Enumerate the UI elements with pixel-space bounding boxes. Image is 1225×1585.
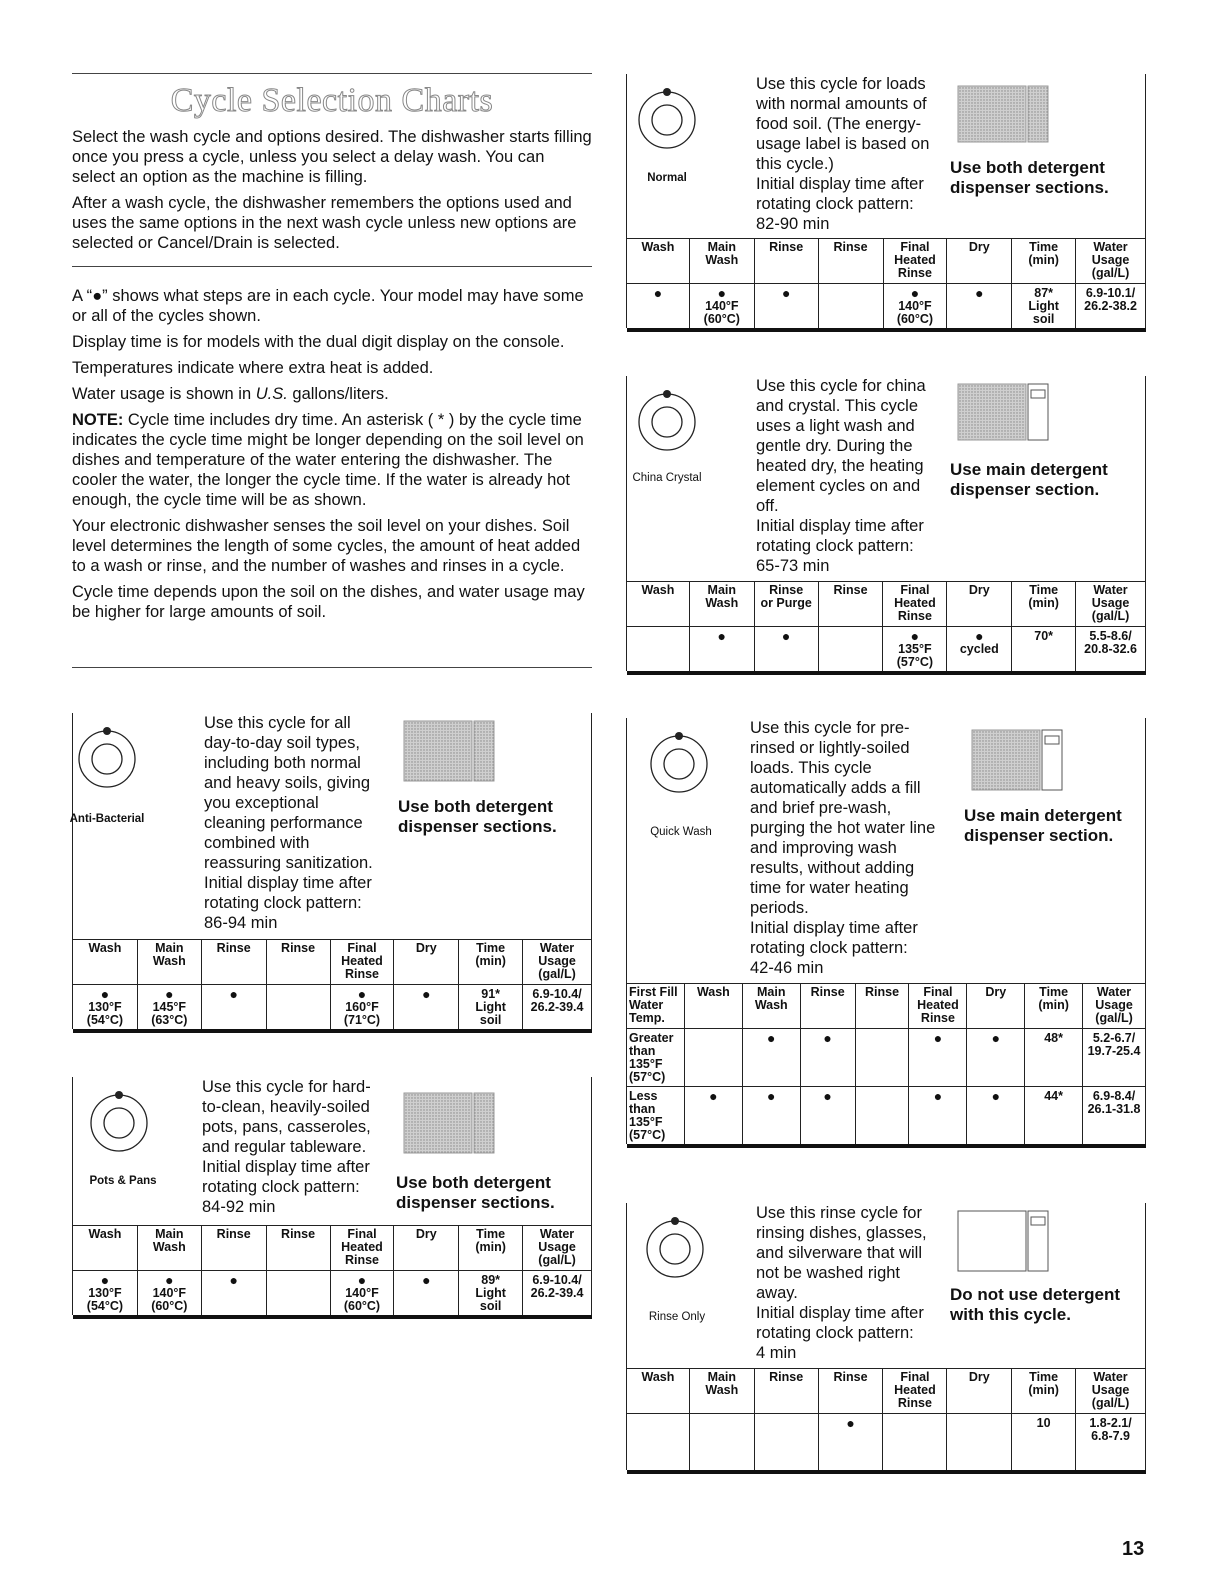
- text-line: Use main detergent: [950, 460, 1108, 479]
- cycle-name: Anti-Bacterial: [69, 813, 145, 825]
- detergent-instruction: [950, 460, 1108, 500]
- detergent-dispenser-icon: [970, 728, 1065, 794]
- cycle-name: Rinse Only: [648, 1311, 706, 1323]
- cycle-dial-icon: [642, 1213, 708, 1281]
- intro-bottom-rule: [72, 667, 592, 668]
- text-line: Initial display time after: [750, 919, 918, 937]
- cycle-dial-icon: [646, 728, 712, 796]
- text-line: rotating clock pattern:: [202, 1178, 360, 1196]
- text-line: results, without adding: [750, 859, 915, 877]
- cycle-dial-icon: [634, 84, 700, 152]
- text-line: Use main detergent: [964, 806, 1122, 825]
- cycle-dial-icon: [86, 1087, 152, 1155]
- pots-pans-cycle-table: [72, 1225, 592, 1319]
- text-line: Use this cycle for pre-: [750, 719, 910, 737]
- rinse-only-cycle-table: [626, 1368, 1146, 1474]
- text-line: away.: [756, 1284, 798, 1302]
- intro-paragraph: Temperatures indicate where extra heat is added.: [72, 359, 434, 377]
- pots-pans-cycle-card: [72, 1077, 592, 1227]
- page-title: Cycle Selection Charts: [170, 82, 494, 119]
- text-line: this cycle.): [756, 155, 834, 173]
- text-line: Use this cycle for hard-: [202, 1078, 371, 1096]
- intro-paragraph: Water usage is shown in U.S. gallons/liters.: [72, 385, 389, 403]
- text-line: rotating clock pattern:: [204, 894, 362, 912]
- text-line: Initial display time after: [202, 1158, 370, 1176]
- text-line: Use this cycle for loads: [756, 75, 926, 93]
- intro-block-1: [72, 127, 592, 259]
- cycle-description: [756, 1203, 927, 1363]
- quick-wash-cycle-table: [626, 983, 1146, 1148]
- table-row: Less than 135°F (57°C) ● ● ● ● ● 44* 6.9-8.4/ 26.1-31.8: [627, 1087, 1146, 1145]
- text-line: food soil. (The energy-: [756, 115, 922, 133]
- text-line: dispenser sections.: [950, 178, 1109, 197]
- text-line: rotating clock pattern:: [750, 939, 908, 957]
- text-line: dispenser sections.: [398, 817, 557, 836]
- text-line: dispenser sections.: [396, 1193, 555, 1212]
- cycle-dial-icon: [74, 723, 140, 791]
- text-line: rinsed or lightly-soiled: [750, 739, 910, 757]
- text-line: automatically adds a fill: [750, 779, 921, 797]
- text-line: rotating clock pattern:: [756, 1324, 914, 1342]
- cycle-name: Quick Wash: [650, 826, 712, 838]
- intro-paragraph: Cycle time depends upon the soil on the dishes, and water usage may be higher for large amounts of soil.: [72, 583, 585, 621]
- text-line: time for water heating: [750, 879, 909, 897]
- table-row: ● ● 140°F (60°C) ● ● 140°F (60°C) ● 87* Light soil 6.9-10.1/ 26.2-38.2: [627, 284, 1146, 329]
- text-line: off.: [756, 497, 779, 515]
- text-line: Use this cycle for china: [756, 377, 926, 395]
- detergent-dispenser-icon: [956, 84, 1051, 146]
- text-line: Use this cycle for all: [204, 714, 351, 732]
- intro-paragraph: After a wash cycle, the dishwasher remembers the options used and uses the same options in the next wash cycle unless new options are selected or Cancel/Drain is selected.: [72, 194, 577, 252]
- detergent-instruction: [964, 806, 1122, 846]
- text-line: Use both detergent: [398, 797, 553, 816]
- table-row: ● ● ● 135°F (57°C) ● cycled 70* 5.5-8.6/ 20.8-32.6: [627, 627, 1146, 672]
- text-line: rotating clock pattern:: [756, 537, 914, 555]
- text-line: combined with: [204, 834, 310, 852]
- text-line: not be washed right: [756, 1264, 901, 1282]
- detergent-dispenser-icon: [956, 382, 1051, 444]
- cycle-description: [750, 718, 935, 978]
- text-line: 65-73 min: [756, 557, 830, 575]
- dot-symbol: ●: [92, 287, 103, 305]
- text-line: to-clean, heavily-soiled: [202, 1098, 370, 1116]
- detergent-dispenser-icon: [956, 1209, 1051, 1275]
- text-line: and heavy soils, giving: [204, 774, 371, 792]
- quick-wash-cycle-card: [626, 718, 1146, 988]
- text-line: and silverware that will: [756, 1244, 922, 1262]
- text-line: Initial display time after: [756, 517, 924, 535]
- intro-paragraph: A “●” shows what steps are in each cycle. Your model may have some or all of the cycles shown.: [72, 287, 584, 325]
- detergent-dispenser-icon: [402, 719, 497, 785]
- cycle-dial-icon: [634, 386, 700, 454]
- text-line: cleaning performance: [204, 814, 363, 832]
- text-line: pots, pans, casseroles,: [202, 1118, 371, 1136]
- china-crystal-cycle-table: [626, 581, 1146, 675]
- table-row: ● 130°F (54°C) ● 140°F (60°C) ● ● 140°F (60°C) ● 89* Light soil 6.9-10.4/ 26.2-39.4: [73, 1271, 592, 1316]
- text-line: 84-92 min: [202, 1198, 276, 1216]
- text-line: 86-94 min: [204, 914, 278, 932]
- text-line: including both normal: [204, 754, 361, 772]
- rinse-only-cycle-card: [626, 1203, 1146, 1373]
- table-header-row: Wash Main Wash Rinse Rinse Final Heated Rinse Dry Time (min) Water Usage (gal/L): [627, 1369, 1146, 1414]
- text-line: Initial display time after: [756, 1304, 924, 1322]
- text-line: dispenser section.: [950, 480, 1100, 499]
- anti-bacterial-cycle-card: [69, 713, 592, 943]
- text-line: and brief pre-wash,: [750, 799, 892, 817]
- text-line: element cycles on and: [756, 477, 921, 495]
- cycle-description: [756, 376, 926, 576]
- text-line: reassuring sanitization.: [204, 854, 373, 872]
- table-row: ● 10 1.8-2.1/ 6.8-7.9: [627, 1414, 1146, 1470]
- text-line: rotating clock pattern:: [756, 195, 914, 213]
- text-line: with this cycle.: [950, 1305, 1071, 1324]
- text-line: dispenser section.: [964, 826, 1114, 845]
- text-line: and regular tableware.: [202, 1138, 367, 1156]
- intro-block-2: [72, 286, 592, 628]
- text-line: purging the hot water line: [750, 819, 936, 837]
- text-line: rinsing dishes, glasses,: [756, 1224, 927, 1242]
- text-line: gentle dry. During the: [756, 437, 913, 455]
- cycle-description: [204, 713, 373, 933]
- cycle-name: China Crystal: [632, 472, 702, 484]
- text-line: Use this rinse cycle for: [756, 1204, 922, 1222]
- text-line: and crystal. This cycle: [756, 397, 919, 415]
- text-line: Use both detergent: [950, 158, 1105, 177]
- table-row: ● 130°F (54°C) ● 145°F (63°C) ● ● 160°F (71°C) ● 91* Light soil 6.9-10.4/ 26.2-39.4: [73, 985, 592, 1030]
- table-header-row: First Fill Water Temp. Wash Main Wash Rinse Rinse Final Heated Rinse Dry Time (min) Water Usage (gal/L): [627, 984, 1146, 1029]
- intro-paragraph: Select the wash cycle and options desired. The dishwasher starts filling once you press a cycle, unless you select a delay wash. You can select an option as the machine is filling.: [72, 128, 592, 186]
- text-line: periods.: [750, 899, 809, 917]
- text-line: Use both detergent: [396, 1173, 551, 1192]
- text-line: loads. This cycle: [750, 759, 872, 777]
- text-line: 42-46 min: [750, 959, 824, 977]
- text-line: Initial display time after: [756, 175, 924, 193]
- cycle-name: Normal: [647, 172, 687, 184]
- text-line: and improving wash: [750, 839, 897, 857]
- text-line: Do not use detergent: [950, 1285, 1121, 1304]
- normal-cycle-table: [626, 238, 1146, 332]
- top-rule: [72, 73, 592, 74]
- intro-paragraph: Your electronic dishwasher senses the soil level on your dishes. Soil level determines the length of some cycles, the amount of heat added to a wash or rinse, and the number of washes and rinses in a cycle.: [72, 517, 581, 575]
- detergent-instruction: [950, 158, 1109, 198]
- china-crystal-cycle-card: [626, 376, 1146, 586]
- detergent-instruction: [950, 1285, 1120, 1325]
- detergent-instruction: [398, 797, 557, 837]
- intro-divider: [72, 266, 592, 267]
- cycle-name: Pots & Pans: [89, 1175, 157, 1187]
- table-header-row: Wash Main Wash Rinse Rinse Final Heated Rinse Dry Time (min) Water Usage (gal/L): [73, 940, 592, 985]
- table-header-row: Wash Main Wash Rinse Rinse Final Heated Rinse Dry Time (min) Water Usage (gal/L): [73, 1226, 592, 1271]
- table-row: Greater than 135°F (57°C) ● ● ● ● 48* 5.2-6.7/ 19.7-25.4: [627, 1029, 1146, 1087]
- intro-paragraph: Display time is for models with the dual digit display on the console.: [72, 333, 565, 351]
- table-header-row: Wash Main Wash Rinse or Purge Rinse Final Heated Rinse Dry Time (min) Water Usage (gal/L): [627, 582, 1146, 627]
- text-line: usage label is based on: [756, 135, 930, 153]
- anti-bacterial-cycle-table: [72, 939, 592, 1033]
- text-line: uses a light wash and: [756, 417, 915, 435]
- note-paragraph: NOTE: Cycle time includes dry time. An asterisk ( * ) by the cycle time indicates the cycle time might be longer depending on the soil level on dishes and temperature of the water entering the dishwasher. The cooler the water, the longer the cycle time. If the water is already hot enough, the cycle time will be as shown.: [72, 411, 584, 509]
- cycle-description: [202, 1077, 371, 1217]
- text-line: you exceptional: [204, 794, 319, 812]
- text-line: 82-90 min: [756, 215, 830, 233]
- text-line: 4 min: [756, 1344, 797, 1362]
- detergent-dispenser-icon: [402, 1091, 497, 1157]
- text-line: with normal amounts of: [756, 95, 927, 113]
- text-line: day-to-day soil types,: [204, 734, 360, 752]
- detergent-instruction: [396, 1173, 555, 1213]
- page-number: 13: [1122, 1538, 1145, 1560]
- table-header-row: Wash Main Wash Rinse Rinse Final Heated Rinse Dry Time (min) Water Usage (gal/L): [627, 239, 1146, 284]
- text-line: Initial display time after: [204, 874, 372, 892]
- text-line: heated dry, the heating: [756, 457, 924, 475]
- cycle-description: [756, 74, 929, 234]
